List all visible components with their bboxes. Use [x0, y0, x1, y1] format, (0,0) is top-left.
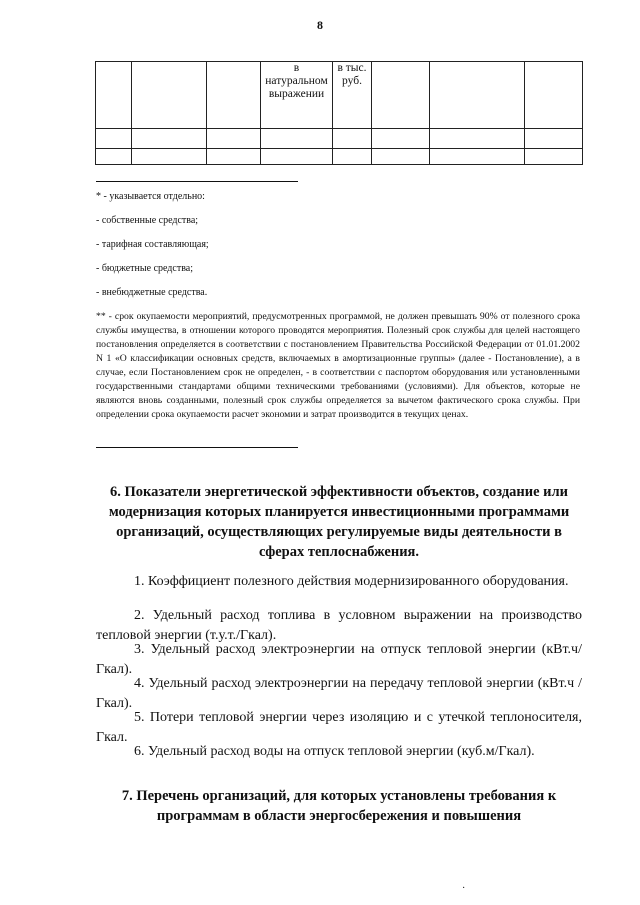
table-cell	[525, 149, 583, 165]
footnote-separator	[96, 447, 298, 448]
table-cell	[372, 129, 430, 149]
table-cell	[525, 62, 583, 129]
table-cell	[430, 62, 525, 129]
footnote-item: - тарифная составляющая;	[96, 239, 209, 250]
page-number: 8	[317, 18, 323, 32]
table-cell	[132, 149, 207, 165]
table-cell	[372, 149, 430, 165]
table-cell	[207, 129, 261, 149]
table-cell	[132, 129, 207, 149]
table-cell	[333, 149, 372, 165]
table-cell-natural: в натуральном выражении	[261, 62, 333, 129]
table-cell	[525, 129, 583, 149]
footnote-separator	[96, 181, 298, 182]
table-cell	[96, 149, 132, 165]
table-cell	[96, 129, 132, 149]
table-row	[96, 149, 583, 165]
indicator-item: 6. Удельный расход воды на отпуск тепловой энергии (куб.м/Гкал).	[134, 744, 535, 759]
table-cell	[430, 149, 525, 165]
footnote-item: * - указывается отдельно:	[96, 191, 205, 202]
table-cell	[132, 62, 207, 129]
table-cell	[207, 149, 261, 165]
table-cell	[372, 62, 430, 129]
table-cell-thousand-rub: в тыс. руб.	[333, 62, 372, 129]
table-cell	[96, 62, 132, 129]
scan-speck: ·	[462, 883, 466, 894]
indicator-item: 4. Удельный расход электроэнергии на передачу тепловой энергии (кВт.ч /Гкал).	[96, 676, 582, 711]
section-7-title: 7. Перечень организаций, для которых установлены требования к программам в области энергосбережения и повышения	[121, 788, 557, 824]
section-6-title: 6. Показатели энергетической эффективности объектов, создание или модернизация которых планируется инвестиционными программами организаций, осуществляющих регулируемые виды деятельности в сферах теплоснабжения.	[108, 484, 570, 560]
table-row	[96, 62, 583, 129]
table-fragment	[95, 61, 583, 165]
table-cell	[333, 129, 372, 149]
footnote-item: - собственные средства;	[96, 215, 199, 226]
footnote-item: - внебюджетные средства.	[96, 287, 208, 298]
indicator-item: 5. Потери тепловой энергии через изоляцию и с утечкой теплоносителя, Гкал.	[96, 710, 582, 745]
indicator-item: 3. Удельный расход электроэнергии на отпуск тепловой энергии (кВт.ч/Гкал).	[96, 642, 582, 677]
payback-footnote: ** - срок окупаемости мероприятий, предусмотренных программой, не должен превышать 90% от полезного срока службы имущества, в отношении которого проводятся мероприятия. Полезный срок службы для целей настоящего постановления определяется в соответствии с постановлением Правительства Российской Федерации от 01.01.2002 N 1 «О классификации основных средств, включаемых в амортизационные группы» (далее - Постановление), а в случае, если Постановлением срок не определен, - в соответствии с паспортом оборудования или установленными государственными стандартами общими техническими требованиями (условиями). Для объектов, которые не являются вновь созданными, полезный срок службы определяется за вычетом фактического срока службы. При определении срока окупаемости расчет экономии и затрат производится в текущих ценах.	[96, 311, 580, 420]
table-cell	[430, 129, 525, 149]
table-row	[96, 129, 583, 149]
table-cell	[261, 129, 333, 149]
indicator-item: 1. Коэффициент полезного действия модернизированного оборудования.	[134, 574, 569, 589]
table-cell	[207, 62, 261, 129]
footnote-item: - бюджетные средства;	[96, 263, 194, 274]
indicator-item: 2. Удельный расход топлива в условном выражении на производство тепловой энергии (т.у.т./Гкал).	[96, 608, 582, 643]
table-cell	[261, 149, 333, 165]
